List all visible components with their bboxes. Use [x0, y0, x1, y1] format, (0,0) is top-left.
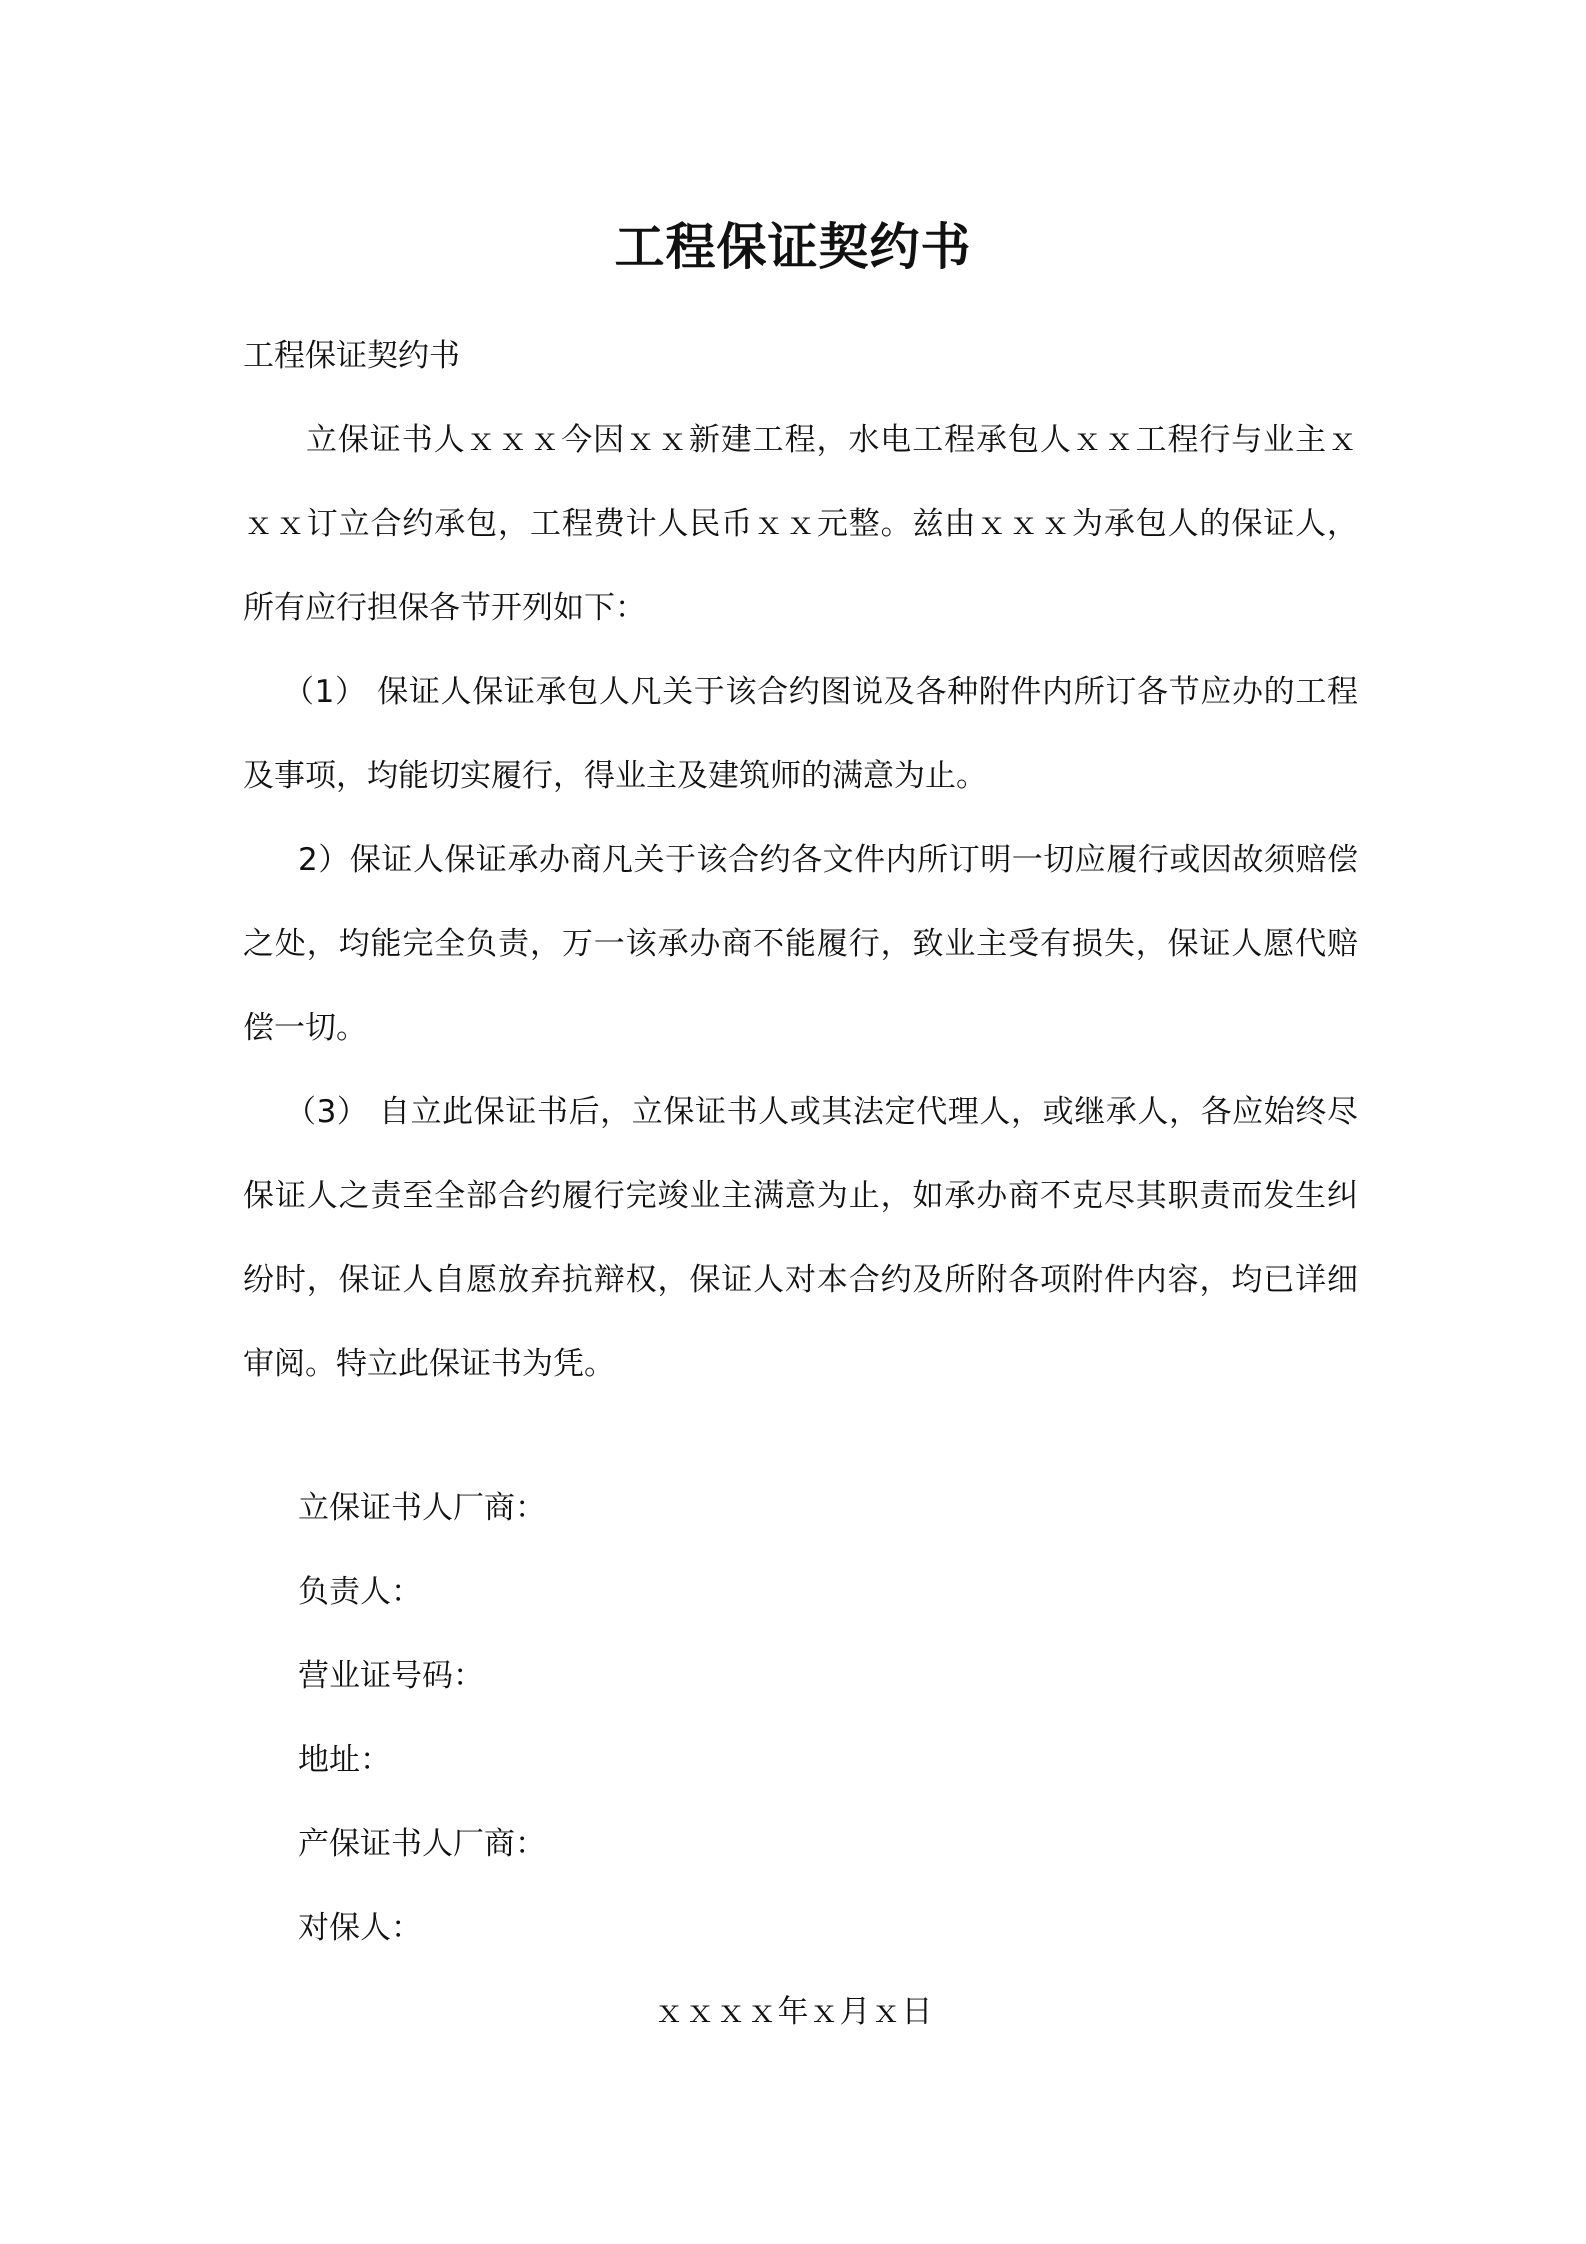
- clause-1-paragraph: （1） 保证人保证承包人凡关于该合约图说及各种附件内所订各节应办的工程及事项，均能切实履行，得业主及建筑师的满意为止。: [243, 674, 1358, 794]
- document-subtitle: 工程保证契约书: [243, 338, 460, 374]
- clause-2-paragraph: 2）保证人保证承办商凡关于该合约各文件内所订明一切应履行或因故须赔偿之处，均能完全负责，万一该承办商不能履行，致业主受有损失，保证人愿代赔偿一切。: [243, 842, 1358, 1046]
- signature-line-responsible-person: 负责人：: [298, 1574, 422, 1610]
- intro-paragraph: 立保证书人ｘｘｘ今因ｘｘ新建工程，水电工程承包人ｘｘ工程行与业主ｘｘｘ订立合约承包，工程费计人民币ｘｘ元整。兹由ｘｘｘ为承包人的保证人，所有应行担保各节开列如下：: [243, 422, 1358, 626]
- clause-3-paragraph: （3） 自立此保证书后，立保证书人或其法定代理人，或继承人，各应始终尽保证人之责至全部合约履行完竣业主满意为止，如承办商不克尽其职责而发生纠纷时，保证人自愿放弃抗辩权，保证人对本合约及所附各项附件内容，均已详细审阅。特立此保证书为凭。: [243, 1094, 1358, 1382]
- signature-block: [298, 1466, 546, 1970]
- signature-line-address: 地址：: [298, 1742, 391, 1778]
- signature-line-guarantor-vendor: 立保证书人厂商：: [298, 1490, 546, 1526]
- signature-line-business-license: 营业证号码：: [298, 1658, 484, 1694]
- signature-line-producer-vendor: 产保证书人厂商：: [298, 1826, 546, 1862]
- document-date: ｘｘｘｘ年ｘ月ｘ日: [653, 1994, 933, 2030]
- signature-line-verifier: 对保人：: [298, 1910, 422, 1946]
- document-title: 工程保证契约书: [614, 218, 972, 276]
